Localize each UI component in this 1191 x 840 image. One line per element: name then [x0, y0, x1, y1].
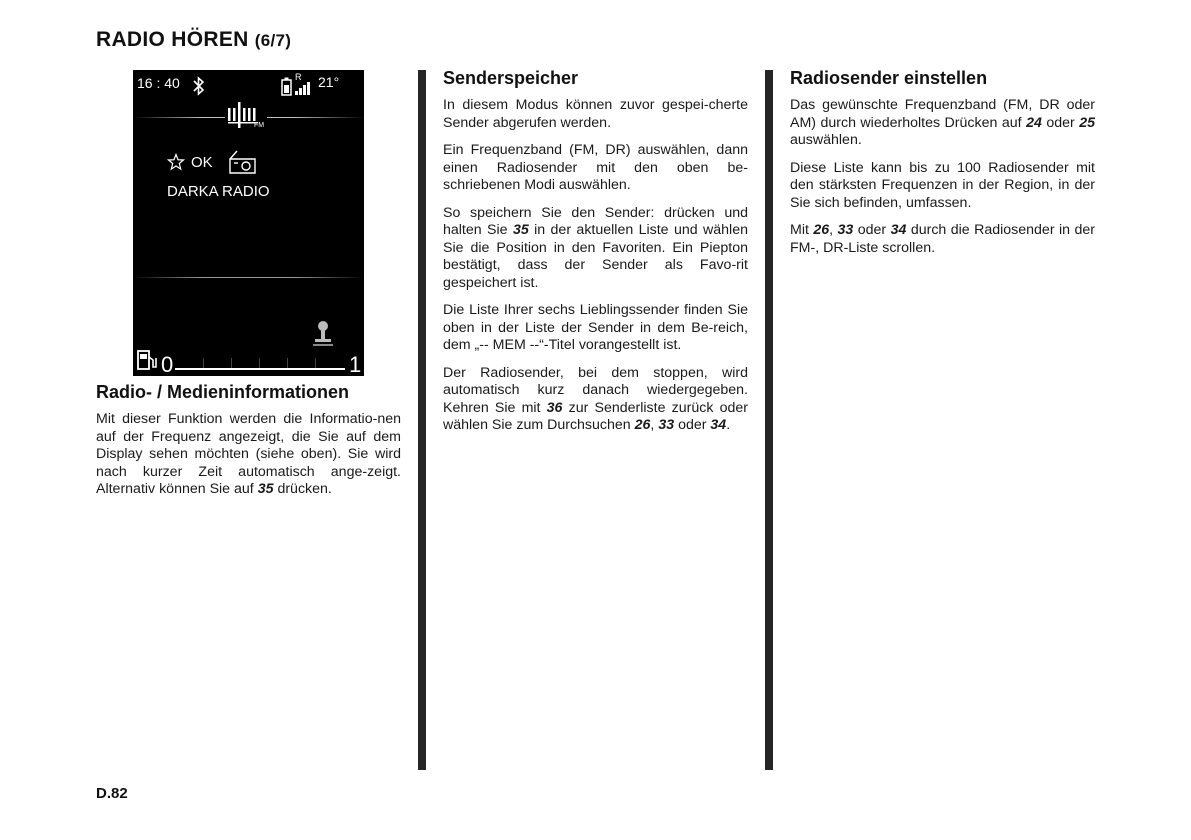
gauge-tick [231, 358, 232, 368]
middle-paragraph-3 [443, 205, 748, 293]
favorite-row [167, 149, 257, 175]
signal-label: R [295, 72, 302, 82]
middle-paragraph-2: Ein Frequenzband (FM, DR) auswählen, dann einen Radiosender mit den oben be-schriebenen Modi auswählen. [443, 142, 748, 193]
left-heading: Radio- / Medieninformationen [96, 382, 350, 402]
control-ref: 34 [890, 222, 907, 238]
text: zur Senderliste zurück oder wählen Sie zum Durchsuchen [443, 399, 748, 433]
left-paragraph [96, 411, 401, 499]
text: oder [678, 417, 707, 433]
right-heading: Radiosender einstellen [790, 68, 988, 88]
control-ref: 35 [512, 222, 529, 238]
fuel-gauge-bar [175, 368, 345, 370]
gauge-tick [259, 358, 260, 368]
control-ref: 33 [837, 222, 854, 238]
right-paragraph-1 [790, 97, 1095, 150]
page-number: D.82 [96, 785, 128, 802]
station-name: DARKA RADIO [167, 183, 270, 200]
text: Der Radiosender, bei dem stoppen, wird automatisch kurz danach wiedergegeben. Kehren Sie mit [443, 364, 748, 416]
middle-body [443, 97, 748, 445]
control-ref: 36 [546, 399, 563, 416]
text: in der aktuellen Liste und wählen Sie die Position in den Favoriten. Ein Piepton bestätigt, dass der Sender als Favo-rit gespeichert ist. [443, 222, 748, 291]
left-body [96, 411, 401, 509]
control-ref: 33 [658, 417, 675, 433]
middle-paragraph-1: In diesem Modus können zuvor gespei-cherte Sender abgerufen werden. [443, 97, 748, 131]
column-bar-right [765, 70, 773, 770]
control-ref: 26 [813, 222, 830, 238]
gauge-tick [287, 358, 288, 368]
left-paragraph-text: Mit dieser Funktion werden die Informatio-nen auf der Frequenz angezeigt, die Sie auf dem Display sehen möchten (siehe oben). Sie wird nach kurzer Zeit automatisch ange-zeigt. Alternativ können Sie auf [96, 411, 401, 497]
fuel-gauge-min: 0 [161, 352, 174, 376]
text: , [650, 417, 655, 433]
display-time: 16 : 40 [137, 75, 180, 91]
control-ref: 26 [634, 417, 651, 433]
middle-heading: Senderspeicher [443, 68, 579, 88]
display-divider-bottom [133, 277, 364, 278]
text: durch die Radiosender in der FM-, DR-Liste scrollen. [790, 222, 1095, 256]
radio-icon [227, 149, 257, 175]
gauge-tick [315, 358, 316, 368]
favorite-ok-label: OK [191, 153, 213, 171]
left-paragraph-end: drücken. [277, 481, 332, 497]
radio-display [133, 70, 364, 376]
text: auswählen. [790, 132, 862, 148]
gauge-tick [203, 358, 204, 368]
right-paragraph-3 [790, 222, 1095, 257]
text: oder [1046, 114, 1075, 131]
right-body [790, 97, 1095, 267]
column-bar-middle [418, 70, 426, 770]
text: Mit [790, 222, 809, 238]
bluetooth-icon [193, 76, 205, 96]
band-label: FM [254, 122, 265, 129]
right-paragraph-2: Diese Liste kann bis zu 100 Radiosender mit den stärksten Frequenzen in der Region, in der Sie sich befinden, umfassen. [790, 159, 1095, 211]
joystick-icon [313, 320, 333, 348]
control-ref: 25 [1079, 114, 1096, 131]
control-ref: 35 [257, 481, 274, 497]
star-icon [167, 153, 185, 171]
text: oder [857, 222, 887, 238]
text: . [726, 417, 731, 433]
middle-paragraph-5 [443, 365, 748, 435]
middle-paragraph-4: Die Liste Ihrer sechs Lieblingssender finden Sie oben in der Liste der Sender in dem Be-reich, dem „-- MEM --“-Titel vorangestellt ist. [443, 302, 748, 353]
display-temperature: 21° [318, 74, 340, 90]
fuel-icon [136, 348, 160, 372]
page-title-text: RADIO HÖREN [96, 28, 249, 51]
control-ref: 24 [1026, 114, 1042, 131]
text: Das gewünschte Frequenzband (FM, DR oder AM) durch wiederholtes Drücken auf [790, 97, 1095, 131]
control-ref: 34 [710, 417, 727, 433]
fuel-gauge-max: 1 [349, 352, 362, 376]
page-title [96, 28, 291, 52]
text: So speichern Sie den Sender: drücken und halten Sie [443, 204, 748, 238]
page-title-part: (6/7) [254, 31, 292, 50]
text: , [829, 222, 834, 238]
